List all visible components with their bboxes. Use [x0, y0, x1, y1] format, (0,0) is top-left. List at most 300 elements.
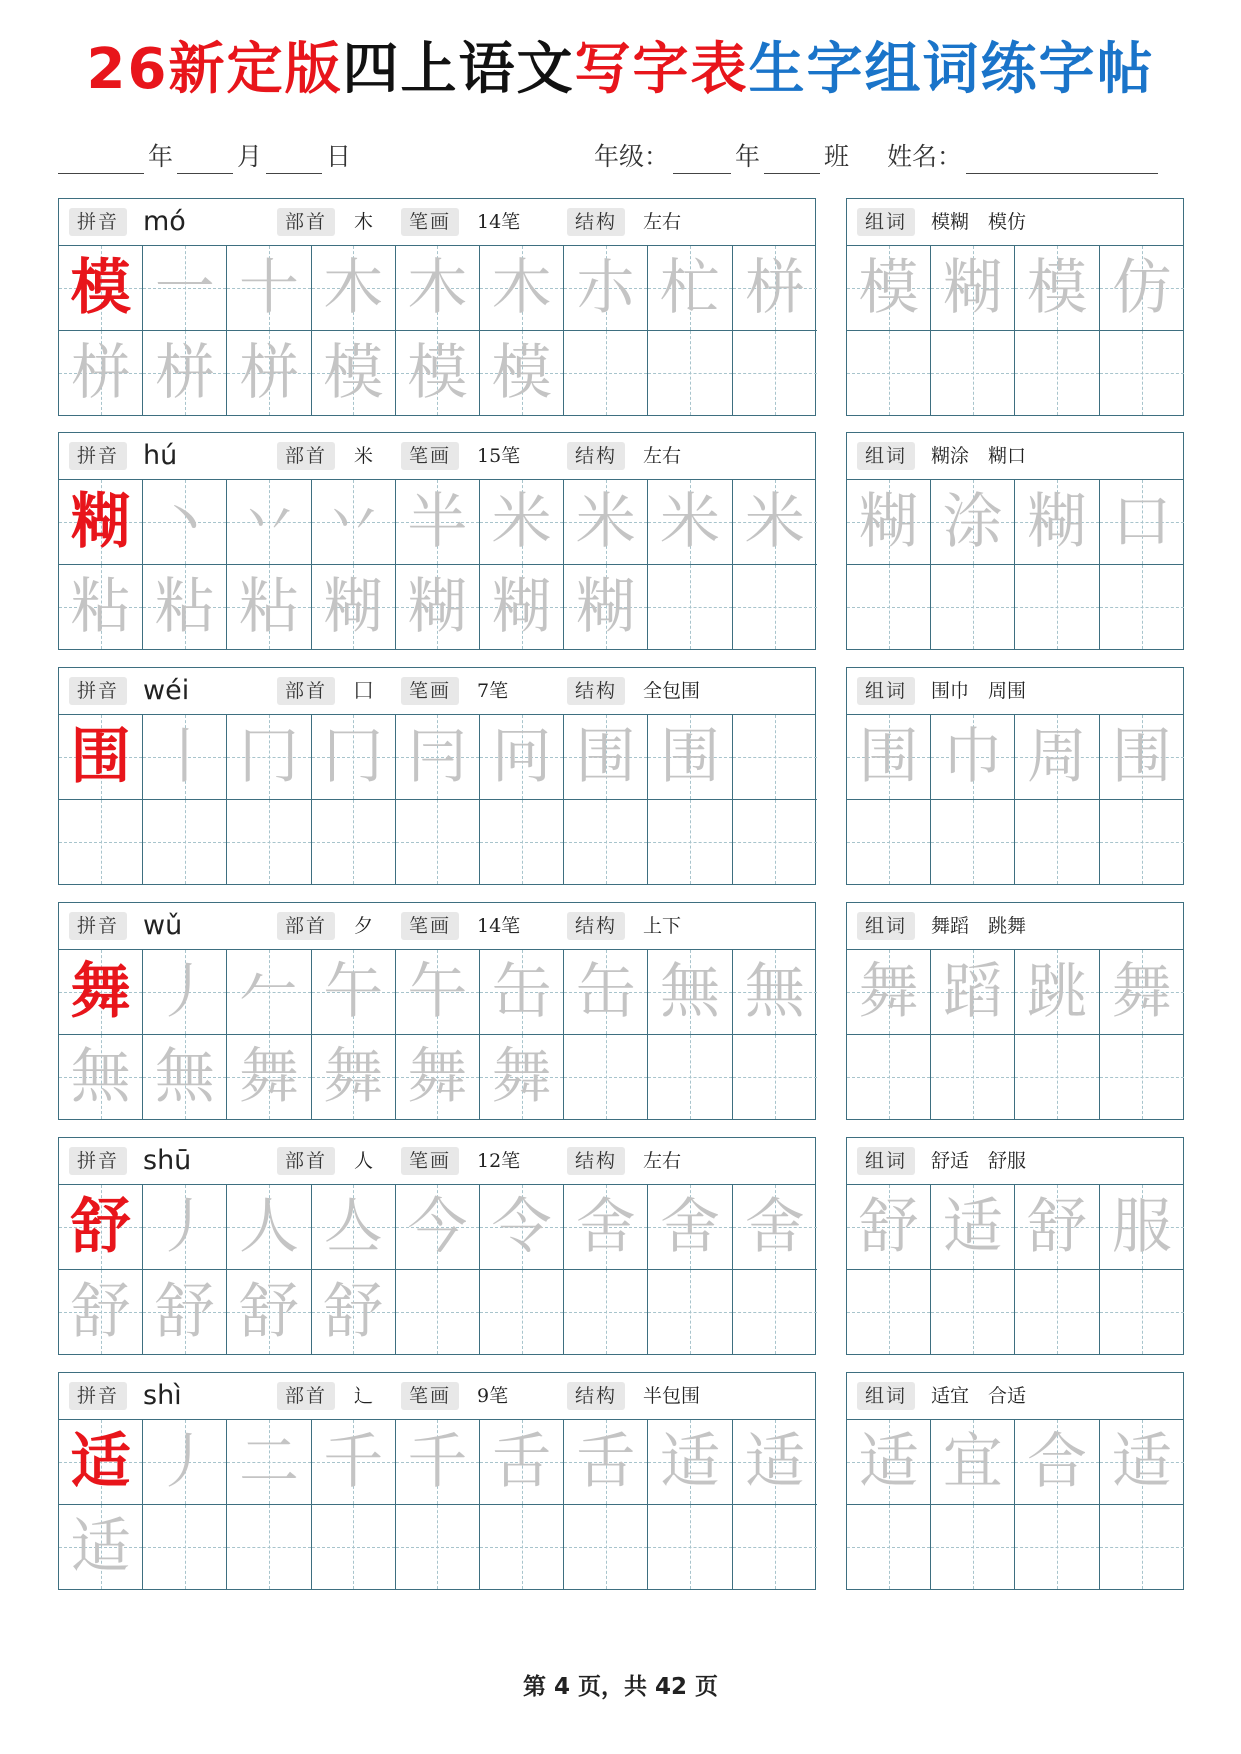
- stroke-order-character: 围: [575, 722, 636, 792]
- stroke-order-character: 無: [659, 957, 720, 1027]
- writing-cell[interactable]: [227, 1185, 311, 1270]
- writing-cell[interactable]: [480, 950, 564, 1035]
- month-blank[interactable]: [177, 141, 233, 174]
- character-info-header: [59, 199, 815, 246]
- word-writing-cell[interactable]: [1100, 800, 1184, 885]
- writing-cell[interactable]: [396, 800, 480, 885]
- structure-tag: 结构: [567, 1147, 625, 1175]
- character-info-header: [59, 903, 815, 950]
- word-writing-cell[interactable]: [931, 1270, 1015, 1355]
- word-writing-cell[interactable]: [1015, 800, 1099, 885]
- writing-cell[interactable]: [59, 950, 143, 1035]
- word-writing-cell[interactable]: [1015, 246, 1099, 331]
- word-trace-character: 跳: [1026, 957, 1087, 1027]
- strokes-value: 14笔: [477, 211, 521, 233]
- writing-cell[interactable]: [648, 331, 732, 416]
- word-writing-cell[interactable]: [847, 246, 931, 331]
- stroke-order-character: 粘: [154, 571, 215, 642]
- word-trace-character: 模: [1026, 253, 1087, 323]
- structure-tag: 结构: [567, 442, 625, 470]
- word-practice-block: [846, 1372, 1184, 1590]
- structure-value: 左右: [643, 1150, 682, 1172]
- structure-tag: 结构: [567, 1382, 625, 1410]
- word-writing-cell[interactable]: [931, 565, 1015, 650]
- word-writing-cell[interactable]: [931, 950, 1015, 1035]
- writing-cell[interactable]: [564, 1035, 648, 1120]
- word-practice-block: [846, 667, 1184, 885]
- stroke-order-character: 糊: [575, 571, 636, 642]
- strokes-value: 7笔: [477, 680, 509, 702]
- strokes-value: 9笔: [477, 1385, 509, 1407]
- student-info-line: [590, 140, 1158, 180]
- stroke-order-character: 丿: [154, 1192, 215, 1262]
- model-character: 舒: [70, 1192, 131, 1262]
- writing-cell[interactable]: [312, 950, 396, 1035]
- writing-cell[interactable]: [733, 1505, 817, 1590]
- writing-cell[interactable]: [648, 715, 732, 800]
- radical-value: 人: [354, 1150, 374, 1172]
- writing-cell[interactable]: [143, 950, 227, 1035]
- tian-grid: [59, 1420, 815, 1589]
- writing-cell[interactable]: [59, 480, 143, 565]
- word-writing-cell[interactable]: [931, 246, 1015, 331]
- word-writing-cell[interactable]: [847, 565, 931, 650]
- word-writing-cell[interactable]: [931, 715, 1015, 800]
- word-practice-block: [846, 198, 1184, 416]
- words-header: [847, 1138, 1183, 1185]
- writing-cell[interactable]: [143, 1505, 227, 1590]
- word-writing-cell[interactable]: [931, 1505, 1015, 1590]
- stroke-order-character: 舌: [491, 1427, 552, 1497]
- words-header: [847, 199, 1183, 246]
- radical-tag: 部首: [277, 912, 335, 940]
- writing-cell[interactable]: [59, 1035, 143, 1120]
- date-line: [58, 140, 355, 180]
- writing-cell[interactable]: [648, 950, 732, 1035]
- writing-cell[interactable]: [143, 715, 227, 800]
- pinyin-tag: 拼音: [69, 1382, 127, 1410]
- month-label: 月: [237, 142, 263, 171]
- words-tag: 组词: [857, 1382, 915, 1410]
- word-writing-cell[interactable]: [1015, 565, 1099, 650]
- stroke-order-character: 今: [407, 1192, 468, 1262]
- writing-cell[interactable]: [396, 1420, 480, 1505]
- tian-grid: [59, 1185, 815, 1354]
- writing-cell[interactable]: [480, 246, 564, 331]
- writing-cell[interactable]: [733, 950, 817, 1035]
- day-blank[interactable]: [266, 141, 322, 174]
- word-trace-character: 蹈: [942, 957, 1003, 1027]
- writing-cell[interactable]: [564, 246, 648, 331]
- word-writing-cell[interactable]: [931, 1035, 1015, 1120]
- grade-year-label: 年: [735, 142, 761, 171]
- writing-cell[interactable]: [312, 800, 396, 885]
- writing-cell[interactable]: [312, 715, 396, 800]
- writing-cell[interactable]: [564, 715, 648, 800]
- writing-cell[interactable]: [480, 1270, 564, 1355]
- writing-cell[interactable]: [733, 715, 817, 800]
- word-writing-cell[interactable]: [1100, 1270, 1184, 1355]
- structure-value: 左右: [643, 211, 682, 233]
- writing-cell[interactable]: [564, 800, 648, 885]
- word-trace-character: 糊: [1026, 487, 1087, 557]
- writing-cell[interactable]: [143, 331, 227, 416]
- writing-cell[interactable]: [227, 480, 311, 565]
- stroke-order-character: 無: [70, 1041, 131, 1112]
- word-writing-cell[interactable]: [1100, 331, 1184, 416]
- writing-cell[interactable]: [227, 565, 311, 650]
- word-writing-cell[interactable]: [847, 331, 931, 416]
- structure-value: 上下: [643, 915, 682, 937]
- stroke-order-character: 人: [238, 1192, 299, 1262]
- writing-cell[interactable]: [480, 800, 564, 885]
- writing-cell[interactable]: [143, 1420, 227, 1505]
- word-writing-cell[interactable]: [931, 1185, 1015, 1270]
- writing-cell[interactable]: [312, 331, 396, 416]
- stroke-order-character: 舒: [154, 1276, 215, 1347]
- writing-cell[interactable]: [143, 565, 227, 650]
- stroke-order-character: 适: [70, 1511, 131, 1582]
- word-writing-cell[interactable]: [1015, 331, 1099, 416]
- writing-cell[interactable]: [396, 480, 480, 565]
- character-practice-block: [58, 667, 816, 885]
- radical-tag: 部首: [277, 442, 335, 470]
- word-writing-cell[interactable]: [847, 950, 931, 1035]
- writing-cell[interactable]: [396, 1185, 480, 1270]
- word-writing-cell[interactable]: [1015, 1035, 1099, 1120]
- word-writing-cell[interactable]: [847, 1035, 931, 1120]
- word-grid: [847, 246, 1183, 415]
- year-blank[interactable]: [58, 141, 144, 174]
- writing-cell[interactable]: [396, 565, 480, 650]
- pinyin-value: hú: [143, 440, 178, 471]
- words-value: 舒适 舒服: [931, 1150, 1027, 1172]
- radical-tag: 部首: [277, 1147, 335, 1175]
- word-writing-cell[interactable]: [847, 1185, 931, 1270]
- writing-cell[interactable]: [227, 1420, 311, 1505]
- word-writing-cell[interactable]: [1015, 715, 1099, 800]
- writing-cell[interactable]: [312, 565, 396, 650]
- stroke-order-character: 千: [323, 1427, 384, 1497]
- stroke-order-character: 午: [323, 957, 384, 1027]
- radical-value: 木: [354, 211, 374, 233]
- writing-cell[interactable]: [312, 1185, 396, 1270]
- radical-value: 辶: [354, 1385, 374, 1407]
- word-trace-character: 糊: [858, 487, 919, 557]
- writing-cell[interactable]: [480, 1420, 564, 1505]
- word-writing-cell[interactable]: [1100, 565, 1184, 650]
- writing-cell[interactable]: [143, 1270, 227, 1355]
- word-practice-block: [846, 1137, 1184, 1355]
- writing-cell[interactable]: [733, 1035, 817, 1120]
- class-label: 班: [824, 142, 850, 171]
- word-writing-cell[interactable]: [847, 1505, 931, 1590]
- writing-cell[interactable]: [480, 331, 564, 416]
- words-header: [847, 1373, 1183, 1420]
- words-value: 舞蹈 跳舞: [931, 915, 1027, 937]
- stroke-order-character: 适: [744, 1427, 805, 1497]
- name-label: 姓名：: [887, 142, 963, 171]
- character-info-header: [59, 1138, 815, 1185]
- writing-cell[interactable]: [59, 1270, 143, 1355]
- writing-cell[interactable]: [733, 1420, 817, 1505]
- word-trace-character: 口: [1111, 487, 1172, 557]
- writing-cell[interactable]: [648, 1420, 732, 1505]
- word-writing-cell[interactable]: [1100, 480, 1184, 565]
- writing-cell[interactable]: [396, 1035, 480, 1120]
- writing-cell[interactable]: [312, 1505, 396, 1590]
- writing-cell[interactable]: [564, 1270, 648, 1355]
- pinyin-value: mó: [143, 206, 186, 237]
- writing-cell[interactable]: [564, 331, 648, 416]
- page-number: 第 4 页，共 42 页: [522, 1674, 719, 1700]
- writing-cell[interactable]: [312, 1035, 396, 1120]
- structure-tag: 结构: [567, 208, 625, 236]
- stroke-order-character: 适: [659, 1427, 720, 1497]
- writing-cell[interactable]: [227, 1505, 311, 1590]
- strokes-value: 14笔: [477, 915, 521, 937]
- writing-cell[interactable]: [143, 1035, 227, 1120]
- structure-tag: 结构: [567, 677, 625, 705]
- writing-cell[interactable]: [480, 715, 564, 800]
- stroke-order-character: 模: [491, 337, 552, 408]
- name-blank[interactable]: [966, 141, 1158, 174]
- writing-cell[interactable]: [564, 1420, 648, 1505]
- word-trace-character: 合: [1026, 1427, 1087, 1497]
- writing-cell[interactable]: [227, 715, 311, 800]
- writing-cell[interactable]: [312, 480, 396, 565]
- stroke-order-character: 午: [407, 957, 468, 1027]
- stroke-order-character: 丿: [154, 1427, 215, 1497]
- word-grid: [847, 480, 1183, 649]
- stroke-order-character: 冂: [323, 722, 384, 792]
- writing-cell[interactable]: [733, 1270, 817, 1355]
- word-writing-cell[interactable]: [847, 800, 931, 885]
- grade-label: 年级：: [594, 142, 670, 171]
- writing-cell[interactable]: [648, 1035, 732, 1120]
- model-character: 舞: [70, 957, 131, 1027]
- writing-cell[interactable]: [733, 246, 817, 331]
- word-writing-cell[interactable]: [1015, 1420, 1099, 1505]
- writing-cell[interactable]: [143, 800, 227, 885]
- pinyin-tag: 拼音: [69, 912, 127, 940]
- stroke-order-character: 丶: [154, 487, 215, 557]
- stroke-order-character: 杧: [659, 253, 720, 323]
- writing-cell[interactable]: [396, 331, 480, 416]
- writing-cell[interactable]: [648, 246, 732, 331]
- stroke-order-character: 栟: [744, 253, 805, 323]
- word-writing-cell[interactable]: [847, 1420, 931, 1505]
- writing-cell[interactable]: [733, 1185, 817, 1270]
- model-character: 适: [70, 1427, 131, 1497]
- stroke-order-character: 一: [154, 253, 215, 323]
- writing-cell[interactable]: [733, 800, 817, 885]
- writing-cell[interactable]: [564, 480, 648, 565]
- word-writing-cell[interactable]: [1100, 1035, 1184, 1120]
- writing-cell[interactable]: [143, 480, 227, 565]
- writing-cell[interactable]: [59, 331, 143, 416]
- stroke-order-character: 围: [659, 722, 720, 792]
- stroke-order-character: 舒: [323, 1276, 384, 1347]
- writing-cell[interactable]: [564, 1185, 648, 1270]
- word-writing-cell[interactable]: [847, 1270, 931, 1355]
- word-writing-cell[interactable]: [1015, 480, 1099, 565]
- words-tag: 组词: [857, 677, 915, 705]
- writing-cell[interactable]: [59, 800, 143, 885]
- word-trace-character: 舞: [1111, 957, 1172, 1027]
- class-blank[interactable]: [764, 141, 820, 174]
- stroke-order-character: 米: [575, 487, 636, 557]
- stroke-order-character: 丷: [238, 487, 299, 557]
- grade-blank[interactable]: [673, 141, 731, 174]
- word-writing-cell[interactable]: [1100, 715, 1184, 800]
- strokes-tag: 笔画: [401, 677, 459, 705]
- pinyin-tag: 拼音: [69, 677, 127, 705]
- writing-cell[interactable]: [564, 1505, 648, 1590]
- character-info-header: [59, 668, 815, 715]
- writing-cell[interactable]: [396, 715, 480, 800]
- pinyin-value: wéi: [143, 675, 190, 706]
- word-writing-cell[interactable]: [931, 331, 1015, 416]
- stroke-order-character: 舞: [407, 1041, 468, 1112]
- writing-cell[interactable]: [648, 1270, 732, 1355]
- structure-value: 全包围: [643, 680, 701, 702]
- word-trace-character: 服: [1111, 1192, 1172, 1262]
- stroke-order-character: 糊: [491, 571, 552, 642]
- writing-cell[interactable]: [396, 246, 480, 331]
- word-writing-cell[interactable]: [1100, 1420, 1184, 1505]
- words-value: 适宜 合适: [931, 1385, 1027, 1407]
- stroke-order-character: 缶: [575, 957, 636, 1027]
- writing-cell[interactable]: [59, 246, 143, 331]
- writing-cell[interactable]: [312, 246, 396, 331]
- writing-cell[interactable]: [227, 800, 311, 885]
- words-header: [847, 433, 1183, 480]
- radical-value: 米: [354, 445, 374, 467]
- title-part-2: 四上语文: [342, 37, 575, 102]
- word-trace-character: 宜: [942, 1427, 1003, 1497]
- writing-cell[interactable]: [227, 331, 311, 416]
- writing-cell[interactable]: [648, 565, 732, 650]
- writing-cell[interactable]: [227, 950, 311, 1035]
- year-label: 年: [148, 142, 174, 171]
- writing-cell[interactable]: [648, 800, 732, 885]
- word-grid: [847, 715, 1183, 884]
- words-tag: 组词: [857, 442, 915, 470]
- writing-cell[interactable]: [396, 950, 480, 1035]
- words-tag: 组词: [857, 208, 915, 236]
- word-writing-cell[interactable]: [847, 480, 931, 565]
- word-writing-cell[interactable]: [1015, 1505, 1099, 1590]
- writing-cell[interactable]: [480, 1185, 564, 1270]
- word-trace-character: 围: [858, 722, 919, 792]
- writing-cell[interactable]: [480, 565, 564, 650]
- writing-cell[interactable]: [480, 1035, 564, 1120]
- word-writing-cell[interactable]: [1100, 1185, 1184, 1270]
- stroke-order-character: 模: [407, 337, 468, 408]
- stroke-order-character: 米: [659, 487, 720, 557]
- strokes-tag: 笔画: [401, 208, 459, 236]
- radical-tag: 部首: [277, 208, 335, 236]
- stroke-order-character: 令: [491, 1192, 552, 1262]
- radical-tag: 部首: [277, 1382, 335, 1410]
- writing-cell[interactable]: [59, 565, 143, 650]
- stroke-order-character: 冋: [491, 722, 552, 792]
- writing-cell[interactable]: [59, 1185, 143, 1270]
- writing-cell[interactable]: [480, 1505, 564, 1590]
- stroke-order-character: 舒: [238, 1276, 299, 1347]
- word-writing-cell[interactable]: [1100, 950, 1184, 1035]
- stroke-order-character: 無: [154, 1041, 215, 1112]
- word-practice-block: [846, 432, 1184, 650]
- writing-cell[interactable]: [227, 1270, 311, 1355]
- writing-cell[interactable]: [648, 1505, 732, 1590]
- word-writing-cell[interactable]: [931, 480, 1015, 565]
- pinyin-tag: 拼音: [69, 1147, 127, 1175]
- writing-cell[interactable]: [227, 246, 311, 331]
- stroke-order-character: 舞: [491, 1041, 552, 1112]
- word-writing-cell[interactable]: [931, 800, 1015, 885]
- word-trace-character: 适: [1111, 1427, 1172, 1497]
- stroke-order-character: 栟: [154, 337, 215, 408]
- writing-cell[interactable]: [59, 715, 143, 800]
- writing-cell[interactable]: [733, 565, 817, 650]
- writing-cell[interactable]: [312, 1420, 396, 1505]
- writing-cell[interactable]: [396, 1505, 480, 1590]
- tian-grid: [59, 950, 815, 1119]
- writing-cell[interactable]: [312, 1270, 396, 1355]
- word-writing-cell[interactable]: [1015, 1270, 1099, 1355]
- structure-value: 左右: [643, 445, 682, 467]
- writing-cell[interactable]: [733, 480, 817, 565]
- writing-cell[interactable]: [564, 950, 648, 1035]
- writing-cell[interactable]: [396, 1270, 480, 1355]
- title-part-3: 写字表: [574, 37, 749, 102]
- stroke-order-character: 𠂉: [238, 957, 299, 1027]
- stroke-order-character: 十: [238, 253, 299, 323]
- word-writing-cell[interactable]: [1015, 950, 1099, 1035]
- page-title: [0, 37, 1241, 102]
- words-tag: 组词: [857, 912, 915, 940]
- word-writing-cell[interactable]: [847, 715, 931, 800]
- writing-cell[interactable]: [59, 1505, 143, 1590]
- word-writing-cell[interactable]: [931, 1420, 1015, 1505]
- word-writing-cell[interactable]: [1015, 1185, 1099, 1270]
- word-grid: [847, 1185, 1183, 1354]
- stroke-order-character: 二: [238, 1427, 299, 1497]
- writing-cell[interactable]: [733, 331, 817, 416]
- title-part-4: 生字组词练字帖: [748, 37, 1155, 102]
- writing-cell[interactable]: [143, 1185, 227, 1270]
- writing-cell[interactable]: [143, 246, 227, 331]
- stroke-order-character: 木: [491, 253, 552, 323]
- stroke-order-character: 舞: [323, 1041, 384, 1112]
- word-trace-character: 适: [942, 1192, 1003, 1262]
- title-part-1: 26新定版: [86, 37, 343, 102]
- character-practice-block: [58, 432, 816, 650]
- writing-cell[interactable]: [480, 480, 564, 565]
- word-writing-cell[interactable]: [1100, 246, 1184, 331]
- writing-cell[interactable]: [648, 480, 732, 565]
- word-trace-character: 舞: [858, 957, 919, 1027]
- writing-cell[interactable]: [59, 1420, 143, 1505]
- stroke-order-character: 栟: [70, 337, 131, 408]
- word-writing-cell[interactable]: [1100, 1505, 1184, 1590]
- stroke-order-character: 粘: [238, 571, 299, 642]
- writing-cell[interactable]: [564, 565, 648, 650]
- writing-cell[interactable]: [227, 1035, 311, 1120]
- writing-cell[interactable]: [648, 1185, 732, 1270]
